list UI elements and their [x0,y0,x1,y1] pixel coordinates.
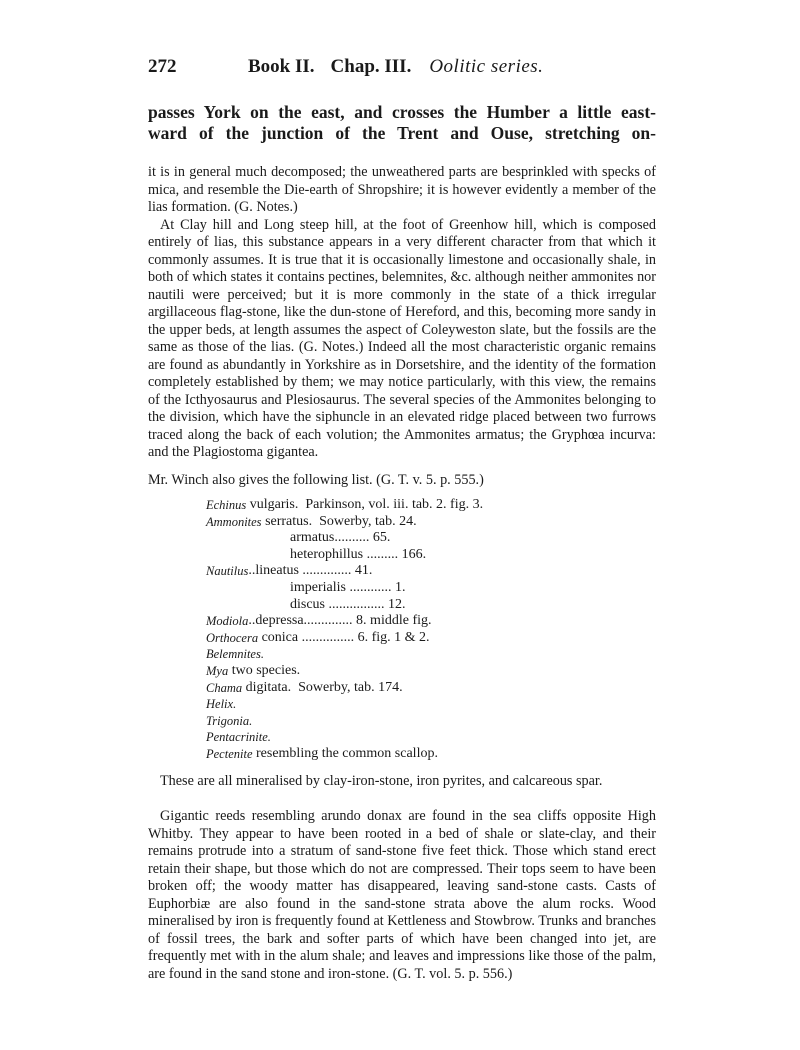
fossil-genus: Echinus [206,498,247,512]
note-paragraph-4: These are all mineralised by clay-iron-stone, iron pyrites, and calcareous spar. [160,772,603,789]
fossil-genus: Pectenite [206,746,253,761]
fossil-list-item [206,563,656,580]
fossil-list-item [206,497,656,514]
note-paragraph-2: At Clay hill and Long steep hill, at the foot of Greenhow hill, which is composed entirely of lias, this substance appears in a very different character from that which it commonly assumes. It is true that it is occasionally limestone and occasionally shale, in both of which states it contains pectines, belemnites, &c. although neither ammonites nor nautili were perceived; but it is more commonly in the state of a thick irregular argillaceous flag-stone, like the dun-stone of Hereford, and this, becoming more sandy in the upper beds, at length assumes the aspect of Coleyweston slate, but the fossils are the same as those of the lias. (G. Notes.) Indeed all the most characteristic organic remains are found as abundantly in Yorkshire as in Dorsetshire, and the identity of the formation completely established by them; we may notice particularly, with this view, the remains of the Icthyosaurus and Plesiosaurus. The several species of the Ammonites belonging to the division, which have the siphuncle in an elevated ridge placed between two furrows traced along the back of each volution; the Ammonites armatus; the Gryphœa incurva: and the Plagiostoma gigantea. [148,216,656,460]
fossil-genus: Modiola [206,614,249,629]
fossil-description: serratus. Sowerby, tab. 24. [261,513,417,529]
running-header [148,56,656,90]
fossil-list-item [206,729,656,746]
fossil-genus: Pentacrinite. [206,730,271,745]
fossil-list-item [206,746,656,763]
fossil-genus: Orthocera [206,630,259,645]
book-label: Book II. [248,56,315,77]
fossil-description: two species. [228,662,301,678]
book-page [148,50,656,983]
fossil-description: discus ................ 12. [290,596,406,612]
fossil-genus: Ammonites [206,514,262,529]
fossil-description: ..lineatus .............. 41. [248,563,373,579]
chapter-label: Chap. III. [330,56,412,77]
fossil-list-item [206,663,656,680]
fossil-genus: Mya [206,663,229,678]
fossil-description: ..depressa.............. 8. middle fig. [248,613,432,629]
fossil-list-item [206,597,656,614]
fossil-description: heterophillus ......... 166. [290,546,427,562]
list-intro: Mr. Winch also gives the following list. (G. T. v. 5. p. 555.) [148,471,484,488]
note-paragraph-1: it is in general much decomposed; the unweathered parts are besprinkled with specks of mica, and resemble the Die-earth of Shropshire; it is however evidently a member of the lias formation. (G. Notes.) [148,164,656,215]
main-text-fragment [148,102,656,144]
fossil-description: armatus.......... 65. [290,530,391,546]
fossil-description: digitata. Sowerby, tab. 174. [242,679,403,695]
main-text-line-1: passes York on the east, and crosses the Humber a little east- [148,102,656,122]
fossil-list [206,497,656,763]
fossil-genus: Helix. [206,697,237,712]
fossil-genus: Belemnites. [206,647,264,662]
fossil-list-item [206,514,656,531]
fossil-list-item [206,696,656,713]
fossil-genus: Chama [206,680,243,695]
fossil-list-item [206,530,656,547]
fossil-list-item [206,713,656,730]
fossil-description: vulgaris. Parkinson, vol. iii. tab. 2. fig. 3. [246,497,484,512]
fossil-description: conica ............... 6. fig. 1 & 2. [258,629,430,645]
fossil-genus: Trigonia. [206,713,253,728]
page-number: 272 [148,56,177,77]
fossil-genus: Nautilus [206,564,249,579]
fossil-list-item [206,580,656,597]
fossil-list-item [206,630,656,647]
fossil-list-item [206,547,656,564]
footnote-block [148,164,656,983]
fossil-description: imperialis ............ 1. [290,579,406,595]
note-paragraph-5: Gigantic reeds resembling arundo donax are found in the sea cliffs opposite High Whitby. They appear to have been rooted in a bed of shale or slate-clay, and their remains protrude into a stratum of sand-stone five feet thick. Those which stand erect retain their shape, but those which do not are compressed. Their tops seem to have been broken off; the woody matter has disappeared, leaving sand-stone casts. Casts of Euphorbiæ are also found in the sand-stone strata above the alum rocks. Wood mineralised by iron is frequently found at Kettleness and Stowbrow. Trunks and branches of fossil trees, the bark and softer parts of which have been changed into jet, are frequently met with in the alum shale; and leaves and impressions like those of the palm, are found in the sand stone and iron-stone. (G. T. vol. 5. p. 556.) [148,808,656,982]
fossil-list-item [206,646,656,663]
fossil-list-item [206,613,656,630]
series-title: Oolitic series. [429,56,544,77]
main-text-line-2: ward of the junction of the Trent and Ouse, stretching on- [148,123,656,143]
fossil-list-item [206,680,656,697]
fossil-description: resembling the common scallop. [252,745,438,761]
